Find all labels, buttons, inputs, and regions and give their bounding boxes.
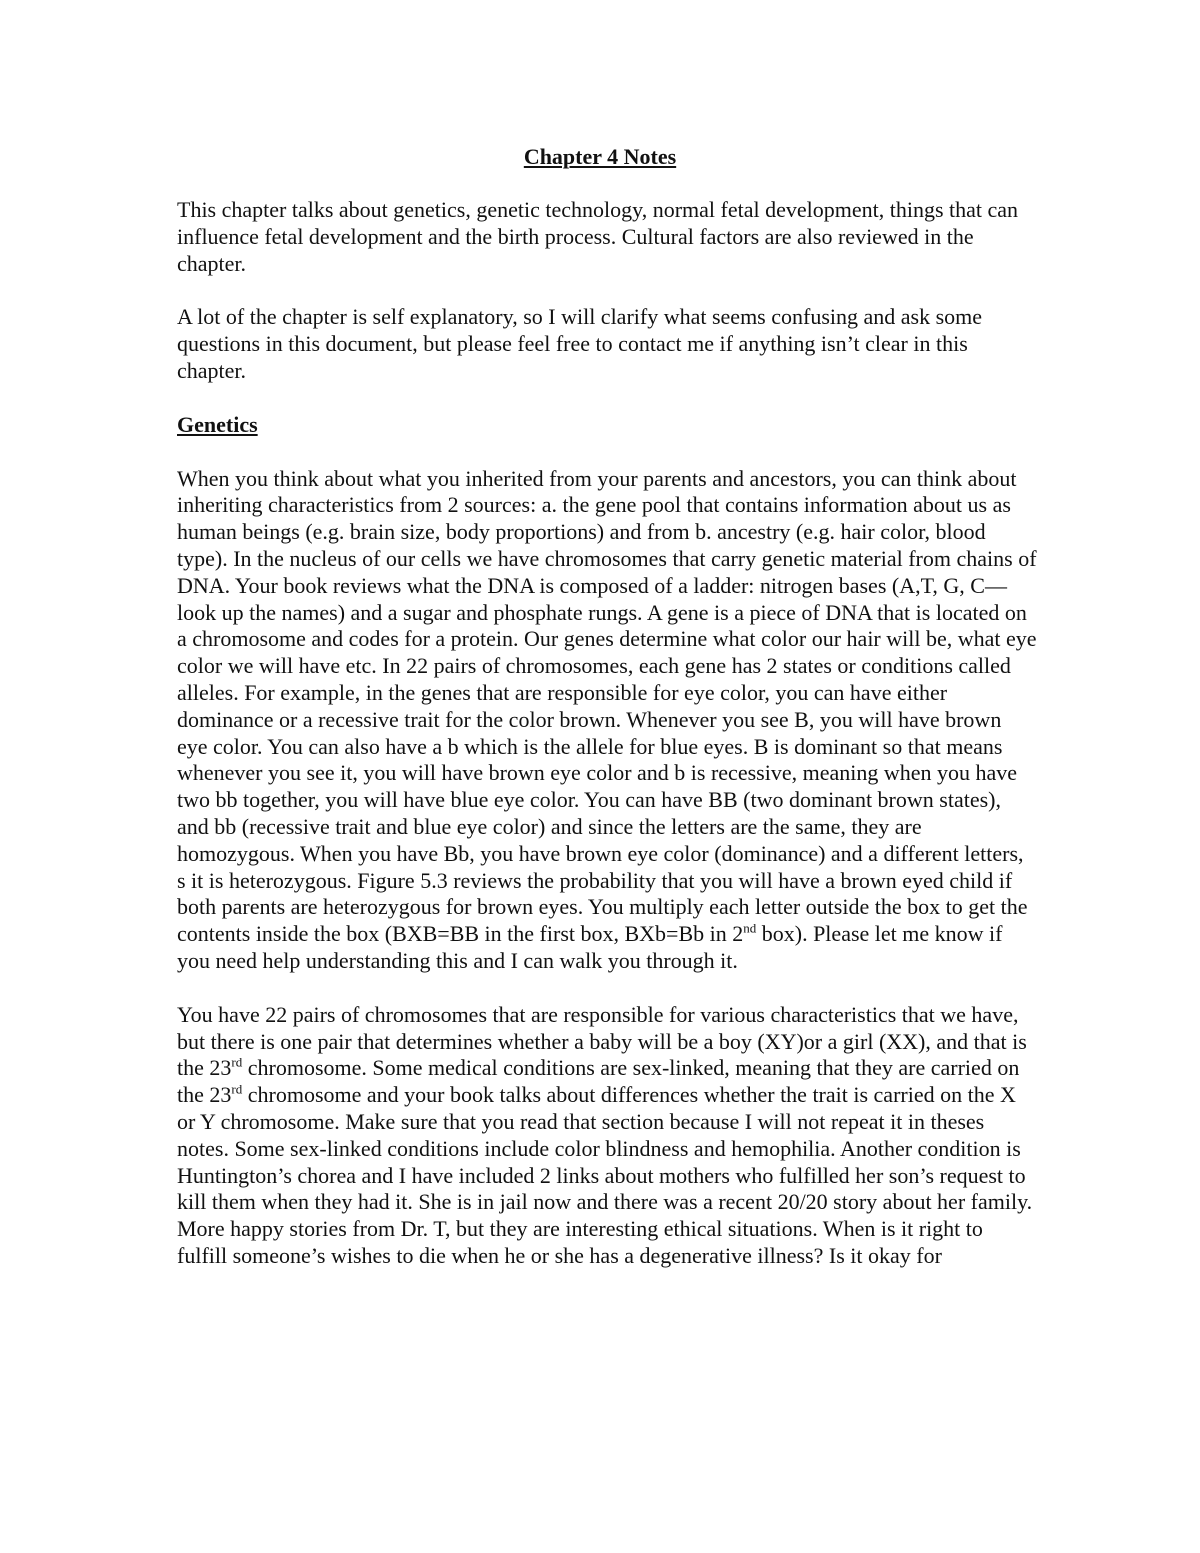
genetics-paragraph [177, 466, 1037, 975]
ordinal-suffix: rd [231, 1054, 243, 1070]
document-title: Chapter 4 Notes [523, 144, 677, 169]
document-body [177, 197, 1037, 1297]
genetics-text-part1: When you think about what you inherited from your parents and ancestors, you can think about inheriting characteristics from 2 sources: a. the gene pool that contains information about us as human beings (e.g. brain size, body proportions) and from b. ancestry (e.g. hair color, blood type). In the nucleus of our cells we have chromosomes that carry genetic material from chains of DNA. Your book reviews what the DNA is composed of a ladder: nitrogen bases (A,T, G, C—look up the names) and a sugar and phosphate rungs. A gene is a piece of DNA that is located on a chromosome and codes for a protein. Our genes determine what color our hair will be, what eye color we will have etc. In 22 pairs of chromosomes, each gene has 2 states or conditions called alleles. For example, in the genes that are responsible for eye color, you can have either dominance or a recessive trait for the color brown. Whenever you see B, you will have brown eye color. You can also have a b which is the allele for blue eyes. B is dominant so that means whenever you see it, you will have brown eye color and b is recessive, meaning when you have two bb together, you will have blue eye color. You can have BB (two dominant brown states), and bb (recessive trait and blue eye color) and since the letters are the same, they are homozygous. When you have Bb, you have brown eye color (dominance) and a different letters, s it is heterozygous. Figure 5.3 reviews the probability that you will have a brown eyed child if both parents are heterozygous for brown eyes. You multiply each letter outside the box to get the contents inside the box (BXB=BB in the first box, BXb=Bb in 2 [177, 465, 1037, 947]
chromosome-text-part3: chromosome and your book talks about differences whether the trait is carried on the X or Y chromosome. Make sure that you read that section because I will not repeat it in theses notes. Some sex-linked conditions include color blindness and hemophilia. Another condition is Huntington’s chorea and I have included 2 links about mothers who fulfilled her son’s request to kill them when they had it. She is in jail now and there was a recent 20/20 story about her family. More happy stories from Dr. T, but they are interesting ethical situations. When is it right to fulfill someone’s wishes to die when he or she has a degenerative illness? Is it okay for [177, 1082, 1033, 1268]
clarify-paragraph: A lot of the chapter is self explanatory, so I will clarify what seems confusing and ask some questions in this document, but please feel free to contact me if anything isn’t clear in this chapter. [177, 304, 983, 383]
chromosome-text-part2: chromosome. Some medical conditions are sex-linked, meaning that they are carried on the 23 [177, 1055, 1020, 1108]
chromosome-paragraph [177, 1002, 1037, 1270]
ordinal-suffix: nd [743, 920, 757, 936]
intro-paragraph: This chapter talks about genetics, genetic technology, normal fetal development, things that can influence fetal development and the birth process. Cultural factors are also reviewed in the chapter. [177, 197, 1019, 276]
ordinal-suffix: rd [231, 1081, 243, 1097]
section-heading-genetics: Genetics [177, 411, 258, 437]
genetics-text-part2: box). Please let me know if you need help understanding this and I can walk you through it. [177, 921, 1003, 973]
chromosome-text-part1: You have 22 pairs of chromosomes that are responsible for various characteristics that we have, but there is one pair that determines whether a baby will be a boy (XY)or a girl (XX), and that is the 23 [177, 1001, 1027, 1081]
